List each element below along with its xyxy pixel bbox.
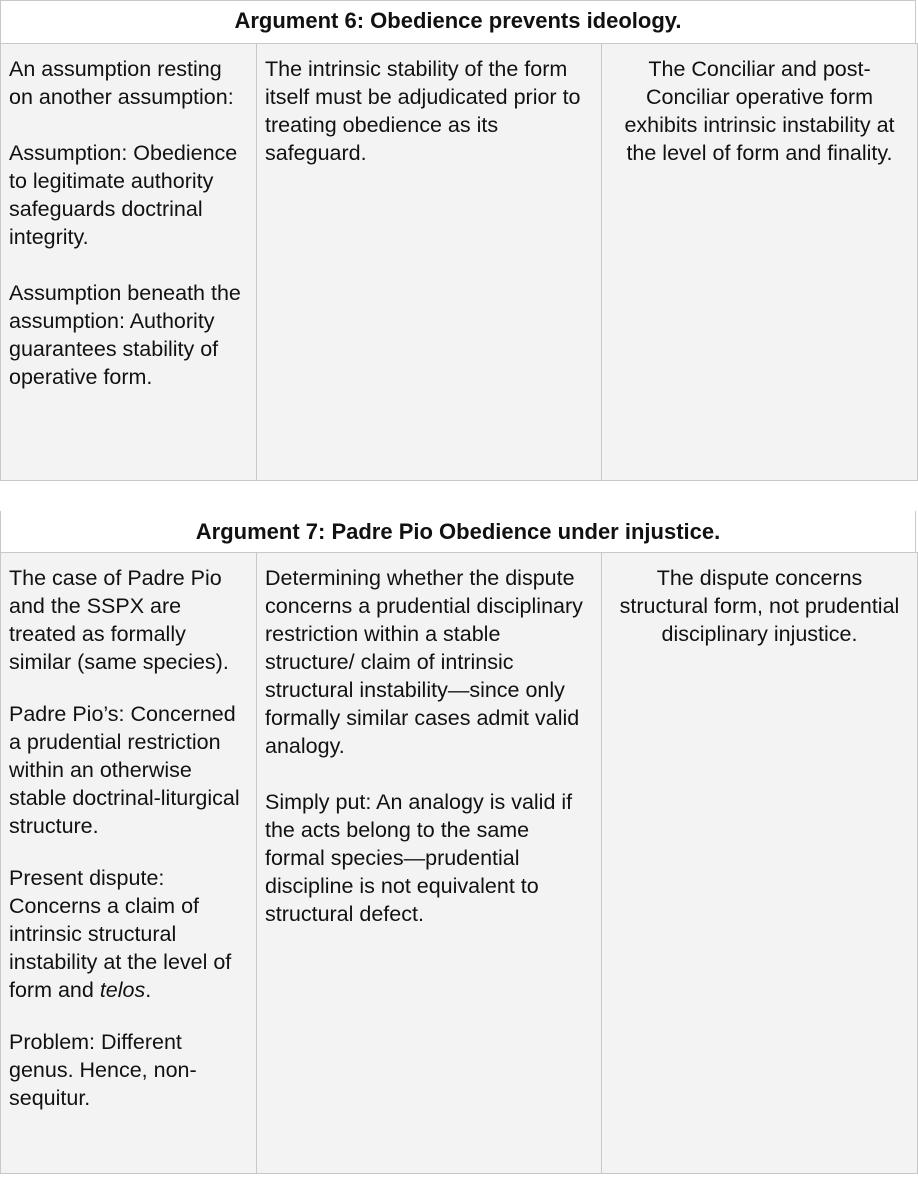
argument-6-assumption: Assumption: Obedience to legitimate authority safeguards doctrinal integrity. bbox=[9, 141, 238, 249]
argument-7-present-dispute-text: Present dispute: Concerns a claim of intrinsic structural instability at the level of form and bbox=[9, 866, 232, 1002]
telos-term: telos bbox=[99, 978, 146, 1002]
argument-7-padre-pio-case: Padre Pio’s: Concerned a prudential restriction within an otherwise stable doctrinal-liturgical structure. bbox=[9, 702, 240, 838]
argument-6-assumptions-cell bbox=[1, 44, 256, 480]
section-spacer bbox=[0, 481, 918, 511]
argument-7-simply-put: Simply put: An analogy is valid if the acts belong to the same formal species—prudential discipline is not equivalent to structural defect. bbox=[265, 790, 573, 926]
argument-7-analysis: Determining whether the dispute concerns a prudential disciplinary restriction within a stable structure/ claim of intrinsic structural instability—since only formally similar cases admit valid analogy. bbox=[265, 566, 583, 758]
argument-6-conclusion-cell bbox=[601, 44, 917, 480]
argument-7-heading bbox=[0, 511, 916, 552]
argument-7-problem: Problem: Different genus. Hence, non-sequitur. bbox=[9, 1030, 197, 1110]
argument-6-title: Argument 6: Obedience prevents ideology. bbox=[234, 8, 682, 33]
argument-7-premise: The case of Padre Pio and the SSPX are treated as formally similar (same species). bbox=[9, 566, 229, 674]
argument-7-title: Argument 7: Padre Pio Obedience under injustice. bbox=[195, 519, 721, 544]
argument-6-analysis: The intrinsic stability of the form itself must be adjudicated prior to treating obedience as its safeguard. bbox=[265, 57, 581, 165]
argument-6-row bbox=[0, 43, 918, 481]
argument-7-conclusion-cell bbox=[601, 553, 917, 1173]
argument-6-assumption-beneath: Assumption beneath the assumption: Authority guarantees stability of operative form. bbox=[9, 281, 241, 389]
argument-7-conclusion: The dispute concerns structural form, not prudential disciplinary injustice. bbox=[619, 566, 900, 646]
argument-7-comparison-cell bbox=[1, 553, 256, 1173]
argument-6-intro: An assumption resting on another assumption: bbox=[9, 57, 234, 109]
argument-7-analysis-cell bbox=[256, 553, 601, 1173]
argument-7-present-dispute-end: . bbox=[145, 978, 152, 1002]
argument-7-row bbox=[0, 552, 918, 1174]
argument-7-present-dispute bbox=[9, 864, 248, 1004]
argument-6-analysis-cell bbox=[256, 44, 601, 480]
argument-6-conclusion: The Conciliar and post-Conciliar operative form exhibits intrinsic instability at the level of form and finality. bbox=[624, 57, 895, 165]
argument-6-heading bbox=[0, 0, 916, 43]
